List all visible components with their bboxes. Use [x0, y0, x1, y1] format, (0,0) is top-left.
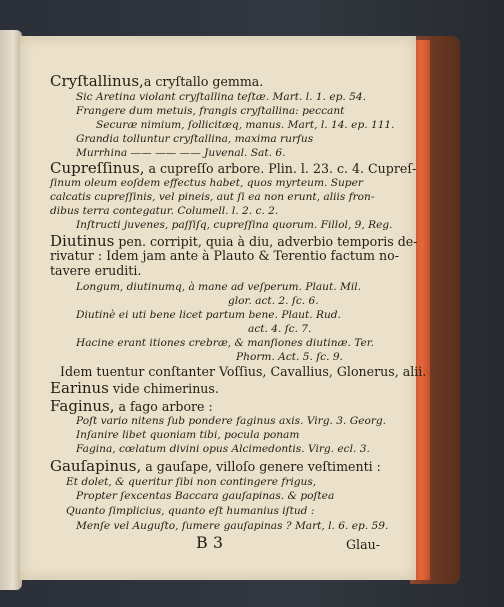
headword: Diutinus: [50, 232, 115, 250]
line-rest: a gauſape, villoſo genere veſtimenti :: [141, 459, 381, 474]
text-line: Poſt vario nitens ſub pondere faginus axis. Virg. 3. Georg.: [76, 415, 387, 427]
text-line: Securæ nimium, ſollicitæq, manus. Mart, l. 14. ep. 111.: [96, 119, 395, 131]
red-page-edge: [414, 40, 430, 580]
headword: Earinus: [50, 379, 109, 397]
text-line: act. 4. ſc. 7.: [248, 323, 312, 335]
text-line: [50, 399, 213, 414]
line-rest: a cupreſſo arbore. Plin. l. 23. c. 4. Cupreſ-: [144, 161, 417, 176]
text-line: [50, 459, 381, 474]
headword: Gauſapinus,: [50, 457, 142, 475]
text-line: Phorm. Act. 5. ſc. 9.: [236, 351, 343, 363]
text-line: [50, 74, 263, 89]
text-line: Fagina, cœlatum divini opus Alcimedontis. Virg. ecl. 3.: [76, 443, 370, 455]
text-line: Murrhina —— —— —— Juvenal. Sat. 6.: [76, 147, 286, 159]
facing-page-edge: [0, 30, 22, 590]
text-line: Frangere dum metuis, frangis cryſtallina: peccant: [76, 105, 345, 117]
book-page: [20, 36, 427, 580]
text-line: Hacine erant itiones crebræ, & manſiones diutinæ. Ter.: [76, 337, 375, 349]
headword: Faginus,: [50, 397, 115, 415]
line-rest: vide chimerinus.: [108, 381, 219, 396]
text-line: [50, 234, 418, 249]
headword: Cupreſſinus,: [50, 159, 145, 177]
text-line: glor. act. 2. ſc. 6.: [228, 295, 319, 307]
line-rest: pen. corripit, quia à diu, adverbio temporis de-: [114, 234, 418, 249]
text-line: Et dolet, & queritur ſibi non contingere frigus,: [66, 476, 317, 488]
text-line: [50, 161, 416, 176]
text-line: B 3: [196, 533, 224, 552]
text-line: Diutinè ei uti bene licet partum bene. Plaut. Rud.: [76, 309, 341, 321]
text-line: Quanto ſimplicius, quanto eſt humanius iſtud :: [66, 505, 315, 517]
text-line: calcatis cupreſſinis, vel pineis, aut ſi ea non erunt, aliis fron-: [50, 191, 375, 203]
text-line: ſinum oleum eoſdem effectus habet, quos myrteum. Super: [50, 177, 363, 189]
text-line: [50, 381, 219, 396]
text-line: Idem tuentur conſtanter Voſſius, Cavallius, Glonerus, alii.: [60, 364, 427, 379]
text-line: Inſanire libet quoniam tibi, pocula ponam: [76, 429, 300, 441]
line-rest: a fago arbore :: [114, 399, 213, 414]
text-line: Menſe vel Auguſto, ſumere gauſapinas ? Mart, l. 6. ep. 59.: [76, 520, 389, 532]
text-line: Grandia tolluntur cryſtallina, maxima rurſus: [76, 133, 314, 145]
text-line: dibus terra contegatur. Columell. l. 2. c. 2.: [50, 205, 279, 217]
text-line: Inſtructi juvenes, paſſiſq, cupreſſina quorum. Fillol, 9, Reg.: [76, 219, 393, 231]
headword: Cryſtallinus,: [50, 72, 144, 90]
text-line: Propter ſexcentas Baccara gauſapinas. & poſtea: [76, 490, 335, 502]
line-rest: a cryſtallo gemma.: [143, 74, 264, 89]
text-line: Sic Aretina violant cryſtallina teſtæ. Mart. l. 1. ep. 54.: [76, 91, 366, 103]
text-line: rivatur : Idem jam ante à Plauto & Terentio factum no-: [50, 248, 399, 263]
text-line: Glau-: [346, 537, 380, 552]
text-line: Longum, diutinumq, à mane ad veſperum. Plaut. Mil.: [76, 281, 361, 293]
text-line: tavere eruditi.: [50, 263, 142, 278]
